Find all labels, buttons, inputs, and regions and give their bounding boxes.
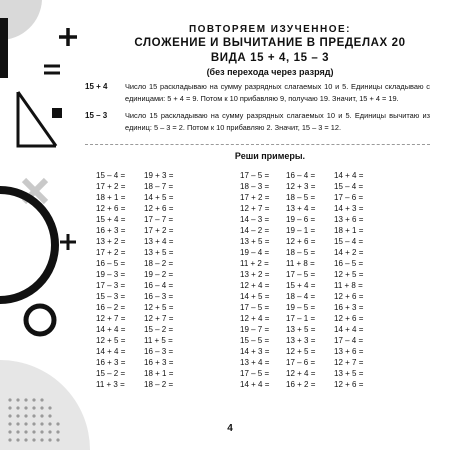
task-instruction: Реши примеры. <box>234 151 306 161</box>
example-item[interactable]: 13 + 5 = <box>286 325 316 334</box>
plus-icon <box>60 234 76 250</box>
example-item[interactable]: 12 + 4 = <box>286 369 316 378</box>
example-item[interactable]: 19 – 1 = <box>286 226 316 235</box>
example-item[interactable]: 17 + 2 = <box>96 248 126 257</box>
example-item[interactable]: 17 – 3 = <box>96 281 126 290</box>
plus-icon <box>59 28 77 46</box>
example-item[interactable]: 17 – 6 = <box>286 358 316 367</box>
example-item[interactable]: 17 – 5 = <box>240 369 270 378</box>
example-item[interactable]: 13 + 6 = <box>334 347 364 356</box>
ring-shape <box>26 306 54 334</box>
example-item[interactable]: 19 – 4 = <box>240 248 270 257</box>
example-item[interactable]: 16 – 4 = <box>144 281 174 290</box>
example-item[interactable]: 18 – 3 = <box>240 182 270 191</box>
rule-subtraction <box>85 110 430 133</box>
example-item[interactable]: 18 + 1 = <box>144 369 174 378</box>
example-item[interactable]: 14 + 4 = <box>96 347 126 356</box>
example-item[interactable]: 13 + 3 = <box>286 336 316 345</box>
example-item[interactable]: 18 – 5 = <box>286 248 316 257</box>
example-item[interactable]: 13 + 4 = <box>144 237 174 246</box>
example-item[interactable]: 13 + 4 = <box>240 358 270 367</box>
page-number: 4 <box>227 423 233 434</box>
example-item[interactable]: 12 + 5 = <box>144 303 174 312</box>
example-item[interactable]: 14 + 4 = <box>240 380 270 389</box>
example-item[interactable]: 12 + 5 = <box>334 270 364 279</box>
example-item[interactable]: 15 – 3 = <box>96 292 126 301</box>
example-item[interactable]: 17 – 5 = <box>240 303 270 312</box>
example-item[interactable]: 17 – 6 = <box>334 193 364 202</box>
example-item[interactable]: 14 + 4 = <box>334 325 364 334</box>
example-item[interactable]: 11 + 8 = <box>334 281 363 290</box>
example-item[interactable]: 16 – 5 = <box>334 259 364 268</box>
example-item[interactable]: 12 + 7 = <box>96 314 126 323</box>
example-item[interactable]: 16 – 3 = <box>144 347 174 356</box>
example-item[interactable]: 13 + 2 = <box>240 270 270 279</box>
example-item[interactable]: 16 – 5 = <box>96 259 126 268</box>
rule-text: Число 15 раскладываю на сумму разрядных слагаемых 10 и 5. Единицы вычитаю из единиц: 5 – 3 = 2. Потом к 10 прибавляю 2. Значит, 15 – 3 = 12. <box>125 111 430 132</box>
example-item[interactable]: 16 – 3 = <box>144 292 174 301</box>
example-item[interactable]: 11 + 8 = <box>286 259 315 268</box>
example-item[interactable]: 15 – 5 = <box>240 336 270 345</box>
example-item[interactable]: 16 – 2 = <box>96 303 126 312</box>
example-item[interactable]: 17 + 2 = <box>96 182 126 191</box>
example-item[interactable]: 18 – 7 = <box>144 182 174 191</box>
example-item[interactable]: 13 + 6 = <box>334 215 364 224</box>
example-item[interactable]: 15 – 4 = <box>334 237 364 246</box>
example-item[interactable]: 14 + 3 = <box>240 347 270 356</box>
example-item[interactable]: 12 + 6 = <box>334 380 364 389</box>
example-item[interactable]: 12 + 4 = <box>240 314 270 323</box>
example-item[interactable]: 12 + 6 = <box>144 204 174 213</box>
example-item[interactable]: 17 – 5 = <box>286 270 316 279</box>
examples-column <box>334 170 399 390</box>
example-item[interactable]: 17 – 1 = <box>286 314 316 323</box>
rule-label: 15 – 3 <box>85 111 108 120</box>
section-divider <box>85 144 430 145</box>
example-item[interactable]: 17 + 2 = <box>240 193 270 202</box>
example-item[interactable]: 15 – 2 = <box>96 369 126 378</box>
example-item[interactable]: 14 + 2 = <box>334 248 364 257</box>
example-item[interactable]: 19 – 3 = <box>96 270 126 279</box>
example-item[interactable]: 12 + 3 = <box>286 182 316 191</box>
example-item[interactable]: 18 + 1 = <box>96 193 126 202</box>
example-item[interactable]: 11 + 3 = <box>96 380 125 389</box>
example-item[interactable]: 18 – 4 = <box>286 292 316 301</box>
section-subtitle: ВИДА 15 + 4, 15 – 3 <box>210 52 330 64</box>
example-item[interactable]: 14 – 3 = <box>240 215 270 224</box>
example-item[interactable]: 13 + 5 = <box>334 369 364 378</box>
example-item[interactable]: 16 + 3 = <box>144 358 174 367</box>
example-item[interactable]: 18 + 1 = <box>334 226 364 235</box>
example-item[interactable]: 15 + 4 = <box>286 281 316 290</box>
section-title: СЛОЖЕНИЕ И ВЫЧИТАНИЕ В ПРЕДЕЛАХ 20 <box>134 37 406 49</box>
equals-icon <box>44 66 60 73</box>
decorative-shapes <box>0 0 90 450</box>
example-item[interactable]: 18 – 2 = <box>144 259 174 268</box>
examples-column <box>144 170 209 390</box>
example-item[interactable]: 19 – 2 = <box>144 270 174 279</box>
example-item[interactable]: 19 – 7 = <box>240 325 270 334</box>
example-item[interactable]: 12 + 6 = <box>96 204 126 213</box>
example-item[interactable]: 12 + 6 = <box>334 292 364 301</box>
example-item[interactable]: 13 + 5 = <box>144 248 174 257</box>
rule-label: 15 + 4 <box>85 82 108 91</box>
example-item[interactable]: 15 – 2 = <box>144 325 174 334</box>
example-item[interactable]: 16 + 3 = <box>96 358 126 367</box>
example-item[interactable]: 12 + 5 = <box>286 347 316 356</box>
example-item[interactable]: 17 – 5 = <box>240 171 270 180</box>
example-item[interactable]: 12 + 7 = <box>144 314 174 323</box>
example-item[interactable]: 15 – 4 = <box>334 182 364 191</box>
vertical-bar-shape <box>0 18 8 78</box>
example-item[interactable]: 13 + 4 = <box>286 204 316 213</box>
triangle-diagonal-shape <box>18 92 56 146</box>
example-item[interactable]: 13 + 5 = <box>240 237 270 246</box>
example-item[interactable]: 11 + 2 = <box>240 259 269 268</box>
example-item[interactable]: 16 + 3 = <box>96 226 126 235</box>
example-item[interactable]: 13 + 2 = <box>96 237 126 246</box>
example-item[interactable]: 12 + 4 = <box>240 281 270 290</box>
example-item[interactable]: 17 + 2 = <box>144 226 174 235</box>
example-item[interactable]: 16 + 3 = <box>334 303 364 312</box>
rules-block <box>85 81 430 141</box>
example-item[interactable]: 19 + 3 = <box>144 171 174 180</box>
example-item[interactable]: 14 + 3 = <box>334 204 364 213</box>
section-kicker: ПОВТОРЯЕМ ИЗУЧЕННОЕ: <box>188 24 352 35</box>
example-item[interactable]: 12 + 5 = <box>96 336 126 345</box>
examples-grid <box>96 170 436 390</box>
example-item[interactable]: 16 – 4 = <box>286 171 316 180</box>
example-item[interactable]: 14 + 4 = <box>334 171 364 180</box>
example-item[interactable]: 14 + 5 = <box>144 193 174 202</box>
example-item[interactable]: 15 – 4 = <box>96 171 126 180</box>
example-item[interactable]: 18 – 5 = <box>286 193 316 202</box>
example-item[interactable]: 12 + 6 = <box>334 314 364 323</box>
rule-addition <box>85 81 430 104</box>
section-note: (без перехода через разряд) <box>206 67 334 77</box>
example-item[interactable]: 12 + 7 = <box>240 204 270 213</box>
example-item[interactable]: 19 – 5 = <box>286 303 316 312</box>
example-item[interactable]: 12 + 6 = <box>286 237 316 246</box>
example-item[interactable]: 12 + 7 = <box>334 358 364 367</box>
example-item[interactable]: 16 + 2 = <box>286 380 316 389</box>
small-square-shape <box>52 108 62 118</box>
example-item[interactable]: 14 – 2 = <box>240 226 270 235</box>
quarter-circle-shape <box>0 360 90 450</box>
example-item[interactable]: 11 + 5 = <box>144 336 173 345</box>
example-item[interactable]: 17 – 4 = <box>334 336 364 345</box>
example-item[interactable]: 18 – 2 = <box>144 380 174 389</box>
half-ring-shape <box>0 190 55 300</box>
example-item[interactable]: 17 – 7 = <box>144 215 174 224</box>
example-item[interactable]: 19 – 6 = <box>286 215 316 224</box>
rule-text: Число 15 раскладываю на сумму разрядных слагаемых 10 и 5. Единицы складываю с единицами: 5 + 4 = 9. Потом к 10 прибавляю 9, получаю 19. Значит, 15 + 4 = 19. <box>125 82 430 103</box>
example-item[interactable]: 14 + 5 = <box>240 292 270 301</box>
example-item[interactable]: 14 + 4 = <box>96 325 126 334</box>
example-item[interactable]: 15 + 4 = <box>96 215 126 224</box>
